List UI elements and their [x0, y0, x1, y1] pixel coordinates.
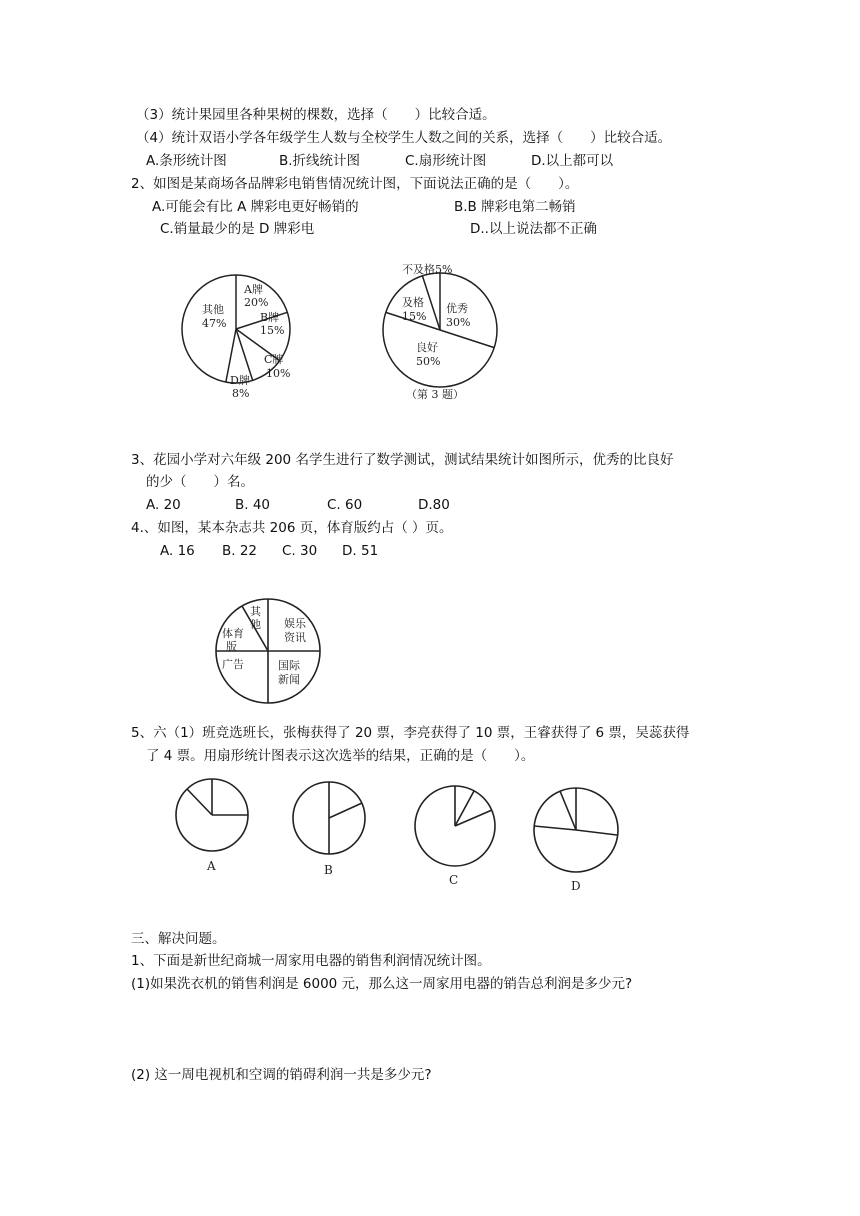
choice-pie-d [532, 780, 622, 895]
q4-option-c: C.扇形统计图 [405, 153, 487, 169]
q4b-option-a: A. 16 [160, 543, 195, 559]
pie-value-d: 8% [232, 387, 250, 400]
section3-p2: (1)如果洗衣机的销售利润是 6000 元，那么这一周家用电器的销告总利润是多少元? [131, 976, 633, 992]
q5-line2: 了 4 票。用扇形统计图表示这次选举的结果，正确的是（ ）。 [146, 748, 535, 764]
q2-option-b: B.B 牌彩电第二畅销 [454, 199, 576, 215]
pie-label-b: B牌 [260, 311, 280, 324]
q3b-option-a: A. 20 [146, 497, 181, 513]
q2-option-c: C.销量最少的是 D 牌彩电 [160, 221, 315, 237]
pie-value-good: 50% [416, 355, 441, 368]
q4-option-b: B.折线统计图 [279, 153, 361, 169]
choice-label-d: D [571, 879, 581, 893]
pie-label-d: D牌 [230, 374, 250, 387]
q4b-option-d: D. 51 [342, 543, 379, 559]
pie-label-fail: 不及格5% [402, 263, 453, 276]
choice-label-a: A [207, 859, 216, 873]
mag-label-ent-1: 娱乐 [284, 617, 306, 630]
pie-value-excellent: 30% [446, 316, 471, 329]
pie-value-other: 47% [202, 317, 227, 330]
q2-option-a: A.可能会有比 A 牌彩电更好畅销的 [152, 199, 359, 215]
pie-value-b: 15% [260, 324, 285, 337]
section3-heading: 三、解决问题。 [131, 931, 226, 947]
mag-label-other-2: 他 [250, 618, 261, 631]
q4-option-d: D.以上都可以 [531, 153, 614, 169]
pie-value-pass: 15% [402, 310, 427, 323]
pie-label-excellent: 优秀 [446, 302, 468, 315]
q4b-stem: 4.、如图，某本杂志共 206 页，体育版约占（ ）页。 [131, 520, 453, 536]
tv-brand-pie-chart [180, 262, 300, 402]
magazine-pie-chart [208, 596, 328, 706]
pie-label-good: 良好 [416, 341, 438, 354]
choice-pie-b [291, 778, 371, 878]
mag-label-news-2: 新闻 [278, 673, 300, 686]
pie-label-pass: 及格 [402, 296, 424, 309]
grade-pie-slice-良好 [440, 330, 494, 348]
pie-label-a: A牌 [244, 283, 263, 296]
q3b-option-b: B. 40 [235, 497, 271, 513]
choice-label-c: C [449, 873, 459, 887]
q3-text: （3）统计果园里各种果树的棵数，选择（ ）比较合适。 [136, 107, 496, 123]
mag-label-sport-1: 体育 [222, 627, 244, 640]
q4b-option-b: B. 22 [222, 543, 258, 559]
choice-label-b: B [324, 863, 333, 877]
grade-pie-chart [380, 262, 510, 407]
choice-pie-a [174, 778, 254, 878]
mag-label-other-1: 其 [250, 605, 261, 618]
pie-label-other: 其他 [202, 303, 224, 316]
q2-option-d: D..以上说法都不正确 [470, 221, 597, 237]
pie-value-a: 20% [244, 296, 269, 309]
q4b-option-c: C. 30 [282, 543, 318, 559]
mag-label-sport-2: 版 [226, 640, 237, 653]
q4-text: （4）统计双语小学各年级学生人数与全校学生人数之间的关系，选择（ ）比较合适。 [136, 130, 672, 146]
q2-stem: 2、如图是某商场各品牌彩电销售情况统计图，下面说法正确的是（ ）。 [131, 176, 579, 192]
q3b-line2: 的少（ ）名。 [146, 474, 254, 490]
figure-caption: （第 3 题） [406, 388, 464, 401]
section3-p3: (2) 这一周电视机和空调的销碍利润一共是多少元? [131, 1067, 432, 1083]
pie-label-c: C牌 [264, 353, 284, 366]
mag-label-ent-2: 资讯 [284, 631, 306, 644]
q3b-option-d: D.80 [418, 497, 450, 513]
q3b-line1: 3、花园小学对六年级 200 名学生进行了数学测试，测试结果统计如图所示，优秀的比良好 [131, 452, 674, 468]
pie-value-c: 10% [266, 367, 291, 380]
choice-pie-c [414, 780, 504, 890]
mag-label-news-1: 国际 [278, 659, 300, 672]
mag-label-ad: 广告 [222, 658, 244, 671]
q5-line1: 5、六（1）班竞选班长，张梅获得了 20 票，李亮获得了 10 票，王睿获得了 6 票，吴蕊获得 [131, 725, 690, 741]
q3b-option-c: C. 60 [327, 497, 363, 513]
q4-option-a: A.条形统计图 [146, 153, 227, 169]
section3-p1: 1、下面是新世纪商城一周家用电器的销售利润情况统计图。 [131, 953, 491, 969]
tv-pie-slice-D牌 [236, 329, 253, 380]
